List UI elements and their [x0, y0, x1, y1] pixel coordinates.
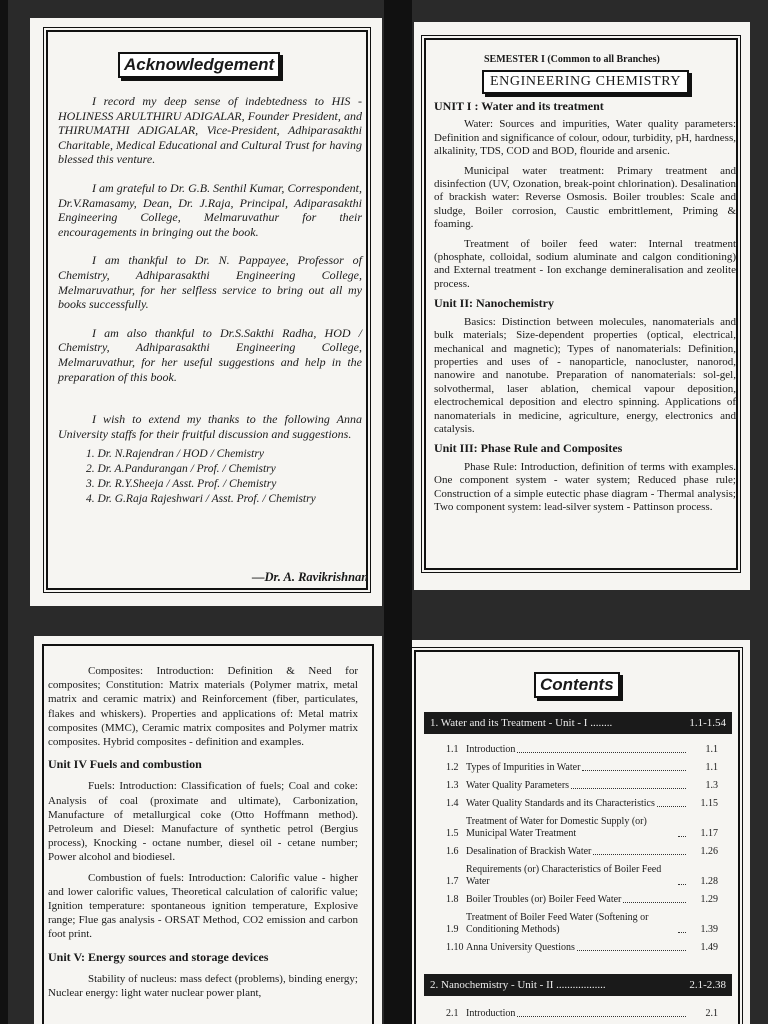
toc-entry-number: 1.5: [446, 828, 459, 839]
chapter-2-bar[interactable]: [424, 974, 732, 996]
toc-entry-page: 1.1: [705, 744, 718, 755]
staff-list: [86, 447, 362, 507]
staff-list-item: 2. Dr. A.Pandurangan / Prof. / Chemistry: [86, 463, 276, 476]
toc-entry[interactable]: [446, 846, 718, 858]
toc-entry-title: Treatment of Boiler Feed Water (Softening or Conditioning Methods): [466, 912, 649, 935]
toc-entry-title: Anna University Questions: [466, 942, 575, 953]
toc-entry[interactable]: [446, 816, 718, 840]
toc-entry-page: 1.26: [700, 846, 718, 857]
unit-4-heading: Unit IV Fuels and combustion: [48, 757, 202, 772]
unit-2-paragraph: Basics: Distinction between molecules, nanomaterials and bulk materials; Size-dependent properties (optical, electrical, mechanical and magnetic); Types of nanomaterials: Definition, properties and uses of - nanoparticle, nanocluster, nanorod, nanowire and nanotube. Preparation of nanomaterials: sol-gel, solvothermal, laser ablation, chemical vapour deposition, electrochemical deposition and electro spinning. Applications of nanomaterials in medicine, agriculture, energy, electronics and catalysis.: [434, 315, 736, 435]
dot-leader: [517, 1008, 686, 1017]
toc-entry-page: 1.3: [705, 780, 718, 791]
syllabus-continued-page: [34, 636, 382, 1024]
dot-leader: [623, 894, 686, 903]
toc-list: [446, 744, 718, 960]
chapter-2-label: 2. Nanochemistry - Unit - II ..................: [430, 979, 606, 991]
ack-paragraph-4: I am also thankful to Dr.S.Sakthi Radha, HOD / Chemistry, Adhiparasakthi Engineering College, Melmaruvathur, for her useful suggestions and help in the preparation of this book.: [58, 325, 362, 384]
toc-entry-title: Requirements (or) Characteristics of Boiler Feed Water: [466, 864, 662, 887]
ack-paragraph-5: I wish to extend my thanks to the following Anna University staffs for their fruitful discussion and suggestions.: [58, 412, 362, 441]
chapter-1-bar[interactable]: [424, 712, 732, 734]
dot-leader: [593, 846, 686, 855]
ack-paragraph-2: I am grateful to Dr. G.B. Senthil Kumar, Correspondent, Dr.V.Ramasamy, Dean, Dr. J.Raja, Principal, Adiparasakthi Engineering College, Melmaruvathur for their encouragements in bringing out the book.: [58, 180, 362, 239]
toc-entry[interactable]: [446, 864, 718, 888]
toc-entry-title: Introduction: [466, 1008, 516, 1019]
toc-entry-title: Desalination of Brackish Water: [466, 846, 592, 857]
contents-title: Contents: [534, 672, 620, 698]
toc-entry-number: 1.2: [446, 762, 459, 773]
toc-entry-title: Boiler Troubles (or) Boiler Feed Water: [466, 894, 622, 905]
toc-entry-page: 1.49: [700, 942, 718, 953]
acknowledgement-page: [30, 18, 382, 606]
page-edge: [0, 0, 8, 1024]
toc-entry-page: 1.39: [700, 924, 718, 935]
toc-entry-number: 1.1: [446, 744, 459, 755]
unit-1-paragraph: Treatment of boiler feed water: Internal treatment (phosphate, colloidal, sodium aluminate and calgon conditioning) and External treatment - Ion exchange demineralisation and zeolite process.: [434, 237, 736, 290]
semester-label: SEMESTER I (Common to all Branches): [484, 54, 660, 65]
toc-entry-number: 1.10: [446, 942, 464, 953]
toc-entry-number: 1.7: [446, 876, 459, 887]
toc-entry-page: 1.15: [700, 798, 718, 809]
chapter-1-pages: 1.1-1.54: [689, 717, 726, 729]
chapter-1-label: 1. Water and its Treatment - Unit - I ........: [430, 717, 613, 729]
toc-entry-page: 1.28: [700, 876, 718, 887]
ack-paragraph-1: I record my deep sense of indebtedness to HIS - HOLINESS ARULTHIRU ADIGALAR, Founder President, and THIRUMATHI ADIGALAR, Vice-President, Adhiparasakthi Charitable, Medical Educational and Cultural Trust for having blessed this venture.: [58, 94, 363, 167]
fuels-paragraph: Fuels: Introduction: Classification of fuels; Coal and coke: Analysis of coal (proximate and ultimate), Carbonization, Manufacture of metallurgical coke (Otto Hoffmann method). Petroleum and Diesel: Manufacture of synthetic petrol (Bergius process), Knocking - octane number, diesel oil - cetane number; Power alcohol and biodiesel.: [48, 780, 358, 864]
toc-entry-page: 1.1: [705, 762, 718, 773]
dot-leader: [517, 744, 686, 753]
syllabus-body: [434, 96, 736, 520]
toc-entry-number: 1.8: [446, 894, 459, 905]
toc-entry[interactable]: [446, 780, 718, 792]
toc-entry-page: 2.1: [705, 1008, 718, 1019]
toc-list: [446, 1008, 718, 1024]
unit-1-heading: UNIT I : Water and its treatment: [434, 99, 604, 113]
dot-leader: [678, 864, 686, 885]
composites-paragraph: Composites: Introduction: Definition & Need for composites; Constitution: Matrix materials (Polymer matrix, metal matrix and ceramic matrix) and Reinforcement (fiber, particulates, flakes and whiskers). Properties and applications of: Metal matrix composites (MMC), Ceramic matrix composites and Polymer matrix composites. Hybrid composites - definition and examples.: [48, 665, 358, 749]
dot-leader: [577, 942, 686, 951]
toc-entry[interactable]: [446, 1008, 718, 1020]
toc-entry-number: 2.1: [446, 1008, 459, 1019]
contents-page: [404, 640, 750, 1024]
staff-list-item: 4. Dr. G.Raja Rajeshwari / Asst. Prof. / Chemistry: [86, 493, 316, 506]
toc-entry-title: Types of Impurities in Water: [466, 762, 581, 773]
toc-entry-title: Introduction: [466, 744, 516, 755]
dot-leader: [582, 762, 686, 771]
staff-list-item: 1. Dr. N.Rajendran / HOD / Chemistry: [86, 448, 264, 461]
dot-leader: [571, 780, 686, 789]
acknowledgement-title: Acknowledgement: [118, 52, 280, 78]
toc-entry[interactable]: [446, 744, 718, 756]
unit-3-paragraph: Phase Rule: Introduction, definition of terms with examples. One component system - water system; Reduced phase rule; Construction of a simple eutectic phase diagram - Thermal analysis; Two component system: lead-silver system - Pattinson process.: [434, 460, 736, 513]
unit-1-paragraph: Municipal water treatment: Primary treatment and disinfection (UV, Ozonation, break-point chlorination). Desalination of brackish water: Reverse Osmosis. Boiler troubles: Scale and sludge, Boiler corrosion, Caustic embrittlement, Priming & foaming.: [434, 164, 736, 231]
dot-leader: [678, 816, 686, 837]
toc-entry-number: 1.3: [446, 780, 459, 791]
chapter-2-pages: 2.1-2.38: [689, 979, 726, 991]
toc-entry[interactable]: [446, 912, 718, 936]
nuclear-paragraph: Stability of nucleus: mass defect (problems), binding energy; Nuclear energy: light water nuclear power plant,: [48, 972, 358, 1000]
toc-entry-number: 1.6: [446, 846, 459, 857]
toc-entry[interactable]: [446, 894, 718, 906]
dot-leader: [678, 912, 686, 933]
toc-entry-page: 1.17: [700, 828, 718, 839]
staff-list-item: 3. Dr. R.Y.Sheeja / Asst. Prof. / Chemistry: [86, 478, 277, 491]
toc-entry-title: Treatment of Water for Domestic Supply (or) Municipal Water Treatment: [466, 816, 647, 839]
unit-5-heading: Unit V: Energy sources and storage devices: [48, 949, 269, 964]
book-gutter: [384, 0, 412, 1024]
unit-1-paragraph: Water: Sources and impurities, Water quality parameters: Definition and significance of colour, odour, turbidity, pH, hardness, alkalinity, TDS, COD and BOD, flouride and arsenic.: [434, 118, 736, 158]
acknowledgement-body: [58, 94, 362, 507]
syllabus-continued-body: [48, 664, 358, 1006]
toc-entry-number: 1.4: [446, 798, 459, 809]
toc-entry[interactable]: [446, 942, 718, 954]
unit-2-heading: Unit II: Nanochemistry: [434, 296, 554, 311]
course-title: ENGINEERING CHEMISTRY: [482, 70, 689, 94]
toc-entry[interactable]: [446, 762, 718, 774]
toc-entry-page: 1.29: [700, 894, 718, 905]
syllabus-page: [414, 22, 750, 590]
dot-leader: [657, 798, 686, 807]
toc-entry[interactable]: [446, 798, 718, 810]
unit-3-heading: Unit III: Phase Rule and Composites: [434, 441, 623, 456]
combustion-paragraph: Combustion of fuels: Introduction: Calorific value - higher and lower calorific values, Theoretical calculation of calorific value; Ignition temperature: spontaneous ignition temperature, Explosive range; Flue gas analysis - ORSAT Method, CO2 emission and carbon foot print.: [48, 871, 358, 941]
ack-paragraph-3: I am thankful to Dr. N. Pappayee, Professor of Chemistry, Adhiparasakthi Engineering College, Melmaruvathur, for her selfless service to bring out all my books successfully.: [58, 253, 362, 312]
author-signature: —Dr. A. Ravikrishnan: [252, 570, 369, 584]
toc-entry-title: Water Quality Parameters: [466, 780, 570, 791]
toc-entry-title: Water Quality Standards and its Characteristics: [466, 798, 655, 809]
toc-entry-number: 1.9: [446, 924, 459, 935]
